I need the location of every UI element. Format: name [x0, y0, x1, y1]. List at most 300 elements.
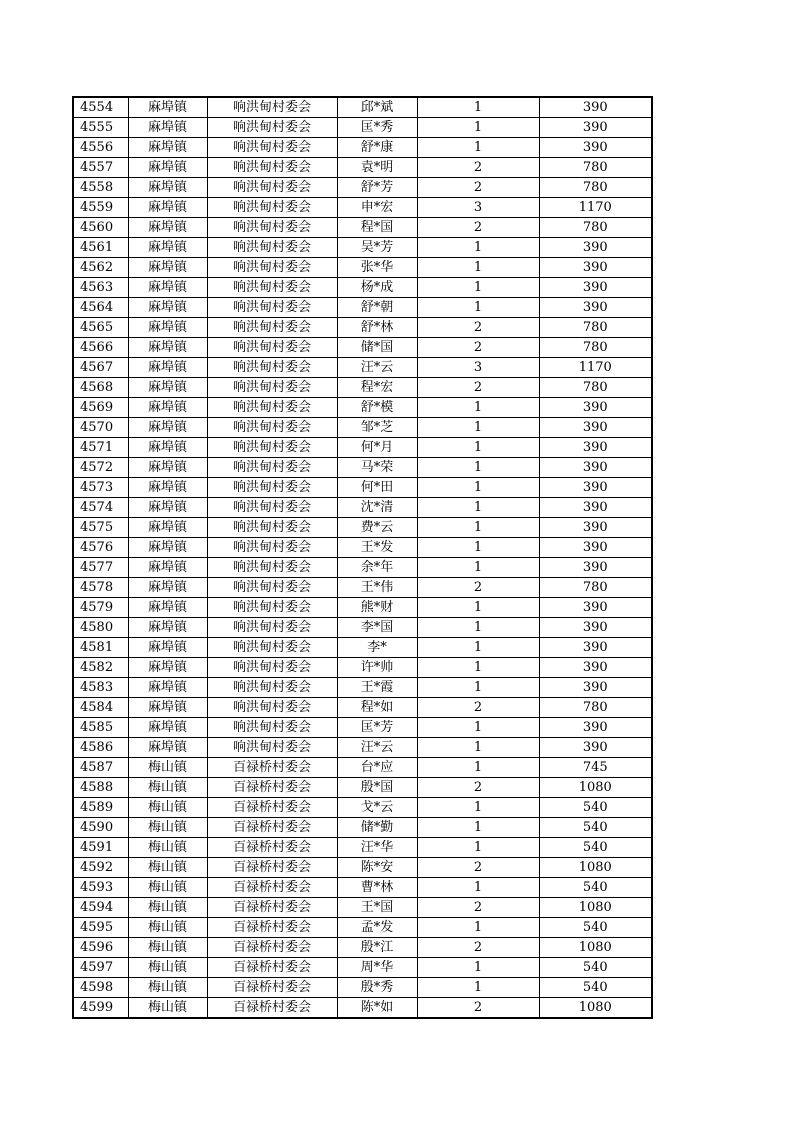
- amount-cell: 390: [539, 598, 652, 618]
- amount-cell: 780: [539, 178, 652, 198]
- town-cell: 麻埠镇: [128, 438, 207, 458]
- name-cell: 沈*清: [337, 498, 417, 518]
- name-cell: 舒*康: [337, 138, 417, 158]
- name-cell: 王*发: [337, 538, 417, 558]
- table-row: [73, 998, 652, 1019]
- table-row: [73, 658, 652, 678]
- table-row: [73, 398, 652, 418]
- town-cell: 麻埠镇: [128, 238, 207, 258]
- name-cell: 杨*成: [337, 278, 417, 298]
- count-cell: 1: [417, 718, 539, 738]
- table-row: [73, 618, 652, 638]
- village-committee-cell: 响洪甸村委会: [207, 578, 337, 598]
- name-cell: 戈*云: [337, 798, 417, 818]
- count-cell: 2: [417, 338, 539, 358]
- row-number-cell: 4579: [73, 598, 128, 618]
- name-cell: 孟*发: [337, 918, 417, 938]
- name-cell: 舒*林: [337, 318, 417, 338]
- count-cell: 1: [417, 538, 539, 558]
- village-committee-cell: 响洪甸村委会: [207, 478, 337, 498]
- count-cell: 1: [417, 658, 539, 678]
- town-cell: 麻埠镇: [128, 378, 207, 398]
- count-cell: 2: [417, 778, 539, 798]
- row-number-cell: 4577: [73, 558, 128, 578]
- table-row: [73, 598, 652, 618]
- row-number-cell: 4593: [73, 878, 128, 898]
- town-cell: 麻埠镇: [128, 578, 207, 598]
- table-row: [73, 258, 652, 278]
- row-number-cell: 4566: [73, 338, 128, 358]
- table-row: [73, 198, 652, 218]
- count-cell: 1: [417, 518, 539, 538]
- name-cell: 王*国: [337, 898, 417, 918]
- name-cell: 何*田: [337, 478, 417, 498]
- amount-cell: 540: [539, 958, 652, 978]
- village-committee-cell: 百禄桥村委会: [207, 758, 337, 778]
- town-cell: 麻埠镇: [128, 198, 207, 218]
- amount-cell: 1080: [539, 778, 652, 798]
- town-cell: 梅山镇: [128, 798, 207, 818]
- village-committee-cell: 百禄桥村委会: [207, 878, 337, 898]
- count-cell: 2: [417, 158, 539, 178]
- table-row: [73, 478, 652, 498]
- table-row: [73, 418, 652, 438]
- row-number-cell: 4581: [73, 638, 128, 658]
- name-cell: 程*如: [337, 698, 417, 718]
- row-number-cell: 4571: [73, 438, 128, 458]
- village-committee-cell: 响洪甸村委会: [207, 378, 337, 398]
- row-number-cell: 4568: [73, 378, 128, 398]
- row-number-cell: 4584: [73, 698, 128, 718]
- amount-cell: 780: [539, 338, 652, 358]
- amount-cell: 390: [539, 97, 652, 118]
- row-number-cell: 4597: [73, 958, 128, 978]
- count-cell: 1: [417, 678, 539, 698]
- amount-cell: 390: [539, 458, 652, 478]
- amount-cell: 780: [539, 698, 652, 718]
- row-number-cell: 4559: [73, 198, 128, 218]
- row-number-cell: 4590: [73, 818, 128, 838]
- name-cell: 汪*华: [337, 838, 417, 858]
- name-cell: 汪*云: [337, 738, 417, 758]
- row-number-cell: 4558: [73, 178, 128, 198]
- town-cell: 麻埠镇: [128, 498, 207, 518]
- town-cell: 麻埠镇: [128, 638, 207, 658]
- count-cell: 1: [417, 838, 539, 858]
- count-cell: 2: [417, 998, 539, 1019]
- amount-cell: 540: [539, 818, 652, 838]
- row-number-cell: 4599: [73, 998, 128, 1019]
- name-cell: 王*霞: [337, 678, 417, 698]
- village-committee-cell: 响洪甸村委会: [207, 718, 337, 738]
- name-cell: 匡*芳: [337, 718, 417, 738]
- name-cell: 匡*秀: [337, 118, 417, 138]
- amount-cell: 780: [539, 378, 652, 398]
- village-committee-cell: 响洪甸村委会: [207, 518, 337, 538]
- amount-cell: 390: [539, 518, 652, 538]
- count-cell: 2: [417, 218, 539, 238]
- count-cell: 1: [417, 918, 539, 938]
- count-cell: 2: [417, 578, 539, 598]
- count-cell: 1: [417, 598, 539, 618]
- village-committee-cell: 响洪甸村委会: [207, 238, 337, 258]
- amount-cell: 780: [539, 318, 652, 338]
- amount-cell: 745: [539, 758, 652, 778]
- town-cell: 梅山镇: [128, 858, 207, 878]
- name-cell: 程*宏: [337, 378, 417, 398]
- town-cell: 梅山镇: [128, 918, 207, 938]
- count-cell: 1: [417, 298, 539, 318]
- name-cell: 李*: [337, 638, 417, 658]
- count-cell: 1: [417, 278, 539, 298]
- amount-cell: 1170: [539, 358, 652, 378]
- table-row: [73, 778, 652, 798]
- table-row: [73, 838, 652, 858]
- village-committee-cell: 百禄桥村委会: [207, 778, 337, 798]
- town-cell: 梅山镇: [128, 938, 207, 958]
- table-row: [73, 298, 652, 318]
- town-cell: 梅山镇: [128, 958, 207, 978]
- village-committee-cell: 响洪甸村委会: [207, 498, 337, 518]
- table-row: [73, 938, 652, 958]
- town-cell: 麻埠镇: [128, 358, 207, 378]
- town-cell: 麻埠镇: [128, 338, 207, 358]
- table-row: [73, 498, 652, 518]
- row-number-cell: 4578: [73, 578, 128, 598]
- amount-cell: 390: [539, 718, 652, 738]
- town-cell: 梅山镇: [128, 978, 207, 998]
- name-cell: 费*云: [337, 518, 417, 538]
- amount-cell: 1080: [539, 998, 652, 1019]
- amount-cell: 390: [539, 738, 652, 758]
- amount-cell: 540: [539, 798, 652, 818]
- name-cell: 熊*财: [337, 598, 417, 618]
- village-committee-cell: 响洪甸村委会: [207, 458, 337, 478]
- table-row: [73, 518, 652, 538]
- amount-cell: 1080: [539, 858, 652, 878]
- town-cell: 麻埠镇: [128, 718, 207, 738]
- count-cell: 1: [417, 618, 539, 638]
- row-number-cell: 4574: [73, 498, 128, 518]
- village-committee-cell: 响洪甸村委会: [207, 298, 337, 318]
- name-cell: 曹*林: [337, 878, 417, 898]
- table-row: [73, 378, 652, 398]
- row-number-cell: 4570: [73, 418, 128, 438]
- table-row: [73, 458, 652, 478]
- amount-cell: 540: [539, 978, 652, 998]
- count-cell: 1: [417, 878, 539, 898]
- row-number-cell: 4585: [73, 718, 128, 738]
- amount-cell: 390: [539, 678, 652, 698]
- name-cell: 张*华: [337, 258, 417, 278]
- table-body: [73, 97, 652, 1018]
- amount-cell: 1080: [539, 938, 652, 958]
- table-row: [73, 538, 652, 558]
- count-cell: 1: [417, 118, 539, 138]
- town-cell: 麻埠镇: [128, 598, 207, 618]
- amount-cell: 780: [539, 578, 652, 598]
- amount-cell: 1080: [539, 898, 652, 918]
- row-number-cell: 4569: [73, 398, 128, 418]
- count-cell: 1: [417, 818, 539, 838]
- town-cell: 麻埠镇: [128, 138, 207, 158]
- name-cell: 李*国: [337, 618, 417, 638]
- amount-cell: 540: [539, 838, 652, 858]
- table-row: [73, 958, 652, 978]
- name-cell: 王*伟: [337, 578, 417, 598]
- amount-cell: 390: [539, 558, 652, 578]
- count-cell: 1: [417, 478, 539, 498]
- row-number-cell: 4583: [73, 678, 128, 698]
- town-cell: 麻埠镇: [128, 698, 207, 718]
- name-cell: 舒*朝: [337, 298, 417, 318]
- name-cell: 殷*国: [337, 778, 417, 798]
- village-committee-cell: 响洪甸村委会: [207, 418, 337, 438]
- village-committee-cell: 响洪甸村委会: [207, 618, 337, 638]
- row-number-cell: 4592: [73, 858, 128, 878]
- row-number-cell: 4596: [73, 938, 128, 958]
- row-number-cell: 4554: [73, 97, 128, 118]
- town-cell: 梅山镇: [128, 778, 207, 798]
- amount-cell: 540: [539, 878, 652, 898]
- row-number-cell: 4557: [73, 158, 128, 178]
- count-cell: 1: [417, 798, 539, 818]
- count-cell: 1: [417, 498, 539, 518]
- amount-cell: 390: [539, 118, 652, 138]
- amount-cell: 390: [539, 278, 652, 298]
- village-committee-cell: 响洪甸村委会: [207, 678, 337, 698]
- row-number-cell: 4561: [73, 238, 128, 258]
- village-committee-cell: 响洪甸村委会: [207, 398, 337, 418]
- amount-cell: 390: [539, 258, 652, 278]
- row-number-cell: 4556: [73, 138, 128, 158]
- town-cell: 麻埠镇: [128, 158, 207, 178]
- town-cell: 麻埠镇: [128, 418, 207, 438]
- amount-cell: 390: [539, 478, 652, 498]
- count-cell: 1: [417, 958, 539, 978]
- table-row: [73, 358, 652, 378]
- count-cell: 1: [417, 458, 539, 478]
- village-committee-cell: 百禄桥村委会: [207, 858, 337, 878]
- table-row: [73, 97, 652, 118]
- table-row: [73, 738, 652, 758]
- village-committee-cell: 响洪甸村委会: [207, 438, 337, 458]
- row-number-cell: 4565: [73, 318, 128, 338]
- village-committee-cell: 百禄桥村委会: [207, 898, 337, 918]
- table-row: [73, 758, 652, 778]
- village-committee-cell: 响洪甸村委会: [207, 218, 337, 238]
- count-cell: 2: [417, 178, 539, 198]
- row-number-cell: 4567: [73, 358, 128, 378]
- table-row: [73, 858, 652, 878]
- name-cell: 申*宏: [337, 198, 417, 218]
- village-committee-cell: 百禄桥村委会: [207, 938, 337, 958]
- town-cell: 梅山镇: [128, 838, 207, 858]
- amount-cell: 390: [539, 238, 652, 258]
- count-cell: 2: [417, 938, 539, 958]
- village-committee-cell: 百禄桥村委会: [207, 918, 337, 938]
- town-cell: 梅山镇: [128, 758, 207, 778]
- town-cell: 梅山镇: [128, 898, 207, 918]
- village-committee-cell: 百禄桥村委会: [207, 958, 337, 978]
- table-row: [73, 718, 652, 738]
- village-committee-cell: 百禄桥村委会: [207, 998, 337, 1019]
- count-cell: 1: [417, 438, 539, 458]
- row-number-cell: 4586: [73, 738, 128, 758]
- village-committee-cell: 响洪甸村委会: [207, 738, 337, 758]
- village-committee-cell: 响洪甸村委会: [207, 138, 337, 158]
- table-row: [73, 678, 652, 698]
- town-cell: 麻埠镇: [128, 318, 207, 338]
- count-cell: 1: [417, 238, 539, 258]
- row-number-cell: 4576: [73, 538, 128, 558]
- village-committee-cell: 百禄桥村委会: [207, 978, 337, 998]
- table-row: [73, 238, 652, 258]
- village-committee-cell: 响洪甸村委会: [207, 158, 337, 178]
- town-cell: 梅山镇: [128, 998, 207, 1019]
- amount-cell: 540: [539, 918, 652, 938]
- amount-cell: 390: [539, 438, 652, 458]
- village-committee-cell: 响洪甸村委会: [207, 638, 337, 658]
- amount-cell: 390: [539, 498, 652, 518]
- count-cell: 2: [417, 698, 539, 718]
- name-cell: 陈*安: [337, 858, 417, 878]
- table-row: [73, 898, 652, 918]
- amount-cell: 390: [539, 298, 652, 318]
- town-cell: 麻埠镇: [128, 458, 207, 478]
- town-cell: 麻埠镇: [128, 218, 207, 238]
- town-cell: 麻埠镇: [128, 118, 207, 138]
- village-committee-cell: 响洪甸村委会: [207, 258, 337, 278]
- count-cell: 1: [417, 978, 539, 998]
- count-cell: 1: [417, 398, 539, 418]
- amount-cell: 390: [539, 618, 652, 638]
- village-committee-cell: 响洪甸村委会: [207, 558, 337, 578]
- table-row: [73, 878, 652, 898]
- name-cell: 汪*云: [337, 358, 417, 378]
- count-cell: 3: [417, 198, 539, 218]
- count-cell: 1: [417, 97, 539, 118]
- village-committee-cell: 响洪甸村委会: [207, 538, 337, 558]
- amount-cell: 390: [539, 398, 652, 418]
- village-committee-cell: 响洪甸村委会: [207, 278, 337, 298]
- table-row: [73, 818, 652, 838]
- count-cell: 2: [417, 378, 539, 398]
- amount-cell: 390: [539, 658, 652, 678]
- town-cell: 麻埠镇: [128, 298, 207, 318]
- table-row: [73, 218, 652, 238]
- row-number-cell: 4591: [73, 838, 128, 858]
- count-cell: 2: [417, 858, 539, 878]
- table-row: [73, 278, 652, 298]
- name-cell: 邹*芝: [337, 418, 417, 438]
- amount-cell: 390: [539, 138, 652, 158]
- amount-cell: 780: [539, 158, 652, 178]
- town-cell: 麻埠镇: [128, 518, 207, 538]
- table-row: [73, 698, 652, 718]
- table-row: [73, 578, 652, 598]
- row-number-cell: 4555: [73, 118, 128, 138]
- table-row: [73, 138, 652, 158]
- village-committee-cell: 响洪甸村委会: [207, 658, 337, 678]
- count-cell: 1: [417, 738, 539, 758]
- name-cell: 储*勤: [337, 818, 417, 838]
- town-cell: 梅山镇: [128, 878, 207, 898]
- village-committee-cell: 响洪甸村委会: [207, 358, 337, 378]
- name-cell: 殷*秀: [337, 978, 417, 998]
- name-cell: 袁*明: [337, 158, 417, 178]
- name-cell: 台*应: [337, 758, 417, 778]
- town-cell: 麻埠镇: [128, 738, 207, 758]
- row-number-cell: 4563: [73, 278, 128, 298]
- name-cell: 舒*芳: [337, 178, 417, 198]
- table-row: [73, 638, 652, 658]
- table-row: [73, 438, 652, 458]
- town-cell: 麻埠镇: [128, 398, 207, 418]
- row-number-cell: 4587: [73, 758, 128, 778]
- table-row: [73, 318, 652, 338]
- name-cell: 马*荣: [337, 458, 417, 478]
- village-committee-cell: 响洪甸村委会: [207, 178, 337, 198]
- count-cell: 1: [417, 258, 539, 278]
- name-cell: 许*帅: [337, 658, 417, 678]
- row-number-cell: 4589: [73, 798, 128, 818]
- table-row: [73, 798, 652, 818]
- name-cell: 周*华: [337, 958, 417, 978]
- town-cell: 麻埠镇: [128, 258, 207, 278]
- town-cell: 麻埠镇: [128, 278, 207, 298]
- row-number-cell: 4562: [73, 258, 128, 278]
- row-number-cell: 4575: [73, 518, 128, 538]
- row-number-cell: 4582: [73, 658, 128, 678]
- data-table: [72, 96, 653, 1019]
- count-cell: 2: [417, 318, 539, 338]
- table-row: [73, 918, 652, 938]
- count-cell: 1: [417, 758, 539, 778]
- table-row: [73, 118, 652, 138]
- amount-cell: 1170: [539, 198, 652, 218]
- town-cell: 麻埠镇: [128, 678, 207, 698]
- table-row: [73, 178, 652, 198]
- count-cell: 1: [417, 638, 539, 658]
- amount-cell: 390: [539, 538, 652, 558]
- table-row: [73, 978, 652, 998]
- count-cell: 2: [417, 898, 539, 918]
- town-cell: 麻埠镇: [128, 558, 207, 578]
- village-committee-cell: 响洪甸村委会: [207, 318, 337, 338]
- row-number-cell: 4594: [73, 898, 128, 918]
- name-cell: 殷*江: [337, 938, 417, 958]
- row-number-cell: 4564: [73, 298, 128, 318]
- town-cell: 麻埠镇: [128, 97, 207, 118]
- village-committee-cell: 响洪甸村委会: [207, 97, 337, 118]
- name-cell: 储*国: [337, 338, 417, 358]
- row-number-cell: 4580: [73, 618, 128, 638]
- name-cell: 吴*芳: [337, 238, 417, 258]
- town-cell: 梅山镇: [128, 818, 207, 838]
- amount-cell: 390: [539, 418, 652, 438]
- village-committee-cell: 百禄桥村委会: [207, 838, 337, 858]
- name-cell: 程*国: [337, 218, 417, 238]
- name-cell: 舒*模: [337, 398, 417, 418]
- name-cell: 邱*斌: [337, 97, 417, 118]
- village-committee-cell: 响洪甸村委会: [207, 598, 337, 618]
- amount-cell: 780: [539, 218, 652, 238]
- name-cell: 余*年: [337, 558, 417, 578]
- town-cell: 麻埠镇: [128, 618, 207, 638]
- count-cell: 1: [417, 418, 539, 438]
- row-number-cell: 4560: [73, 218, 128, 238]
